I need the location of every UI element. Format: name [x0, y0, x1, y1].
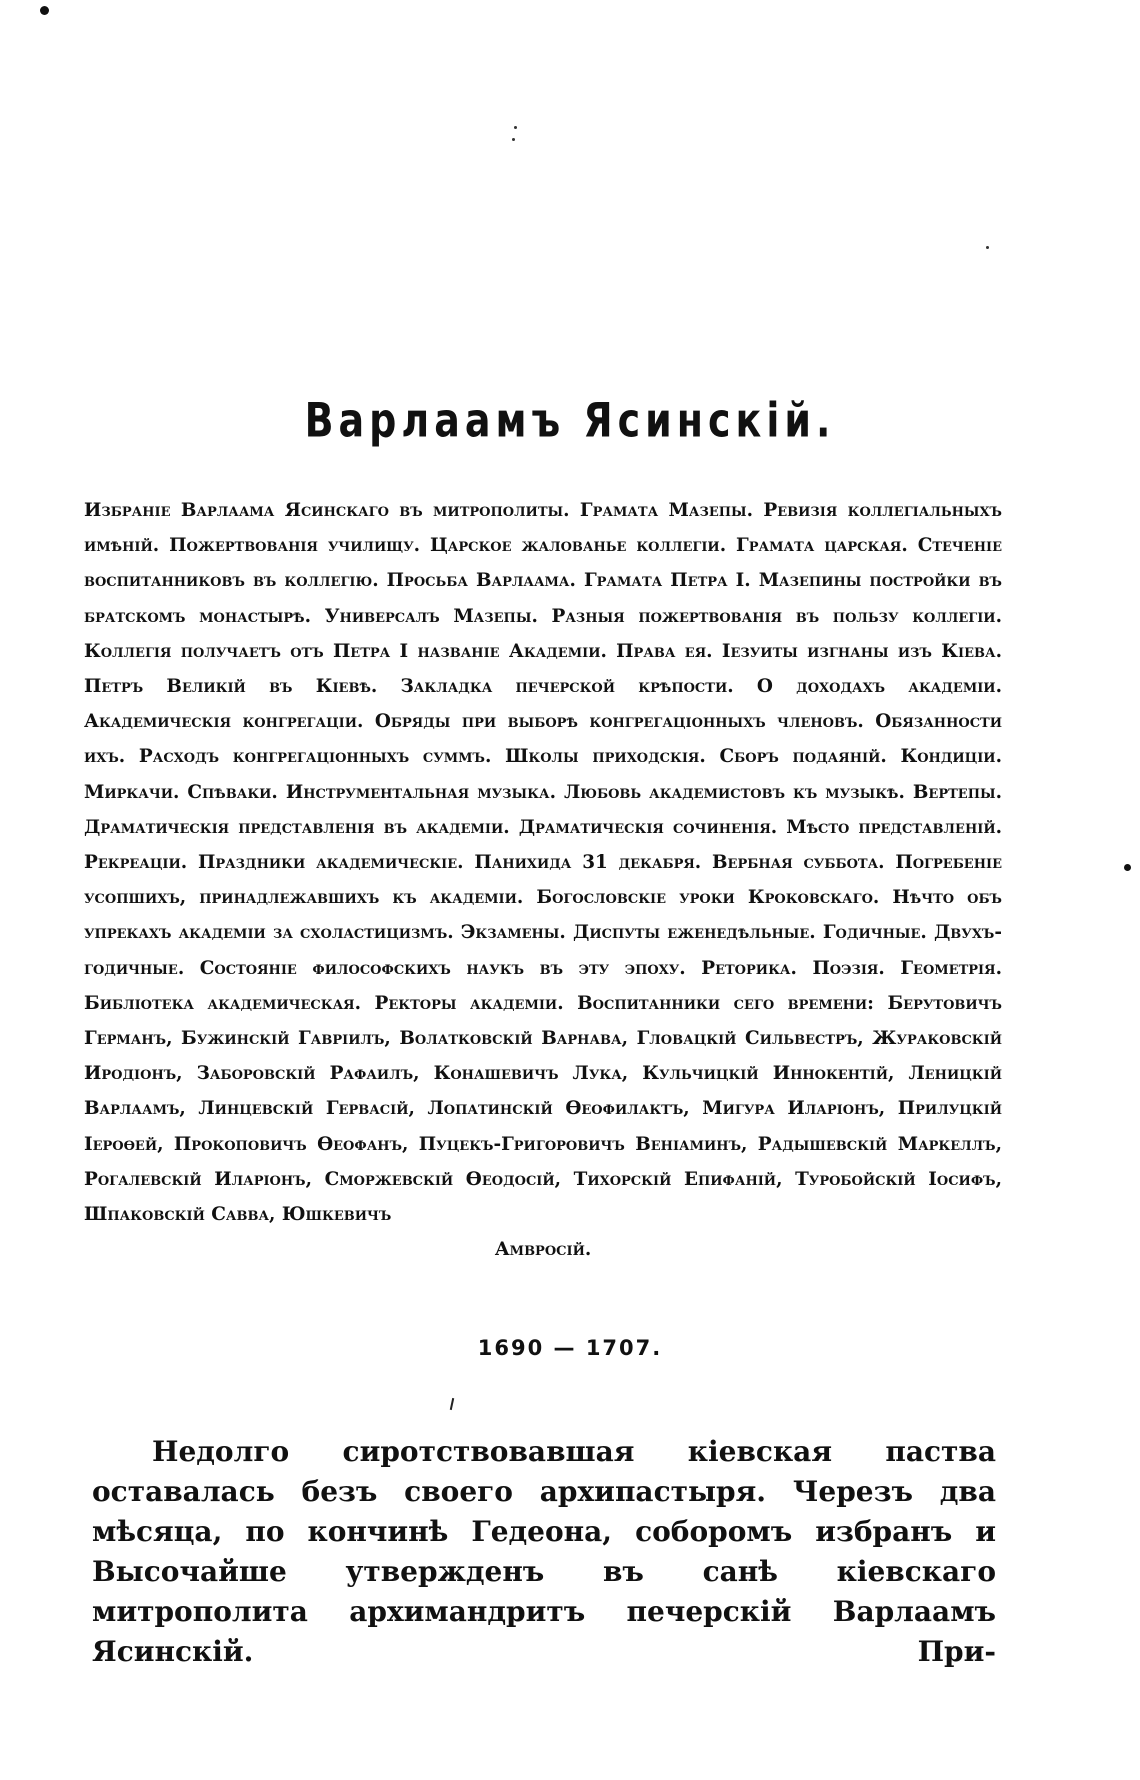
chapter-title: Варлаамъ Ясинскій.	[304, 392, 836, 448]
chapter-summary	[84, 493, 1002, 1267]
body-paragraph: Недолго сиротствовавшая кіевская паства оставалась безъ своего архипастыря. Черезъ два мѣсяца, по кончинѣ Гедеона, соборомъ избранъ и Высочайше утвержденъ въ санѣ кіевскаго митрополита архимандритъ печерскій Варлаамъ Ясинскій. При-	[92, 1435, 996, 1668]
summary-text: Избраніе Варлаама Ясинскаго въ митрополиты. Грамата Мазепы. Ревизія коллегіальныхъ имѣній. Пожертвованія училищу. Царское жалованье коллегіи. Грамата царская. Стеченіе воспитанниковъ въ коллегію. Просьба Варлаама. Грамата Петра I. Мазепины постройки въ братскомъ монастырѣ. Универсалъ Мазепы. Разныя пожертвованія въ пользу коллегіи. Коллегія получаетъ отъ Петра I названіе Академіи. Права ея. Іезуиты изгнаны изъ Кіева. Петръ Великій въ Кіевѣ. Закладка печерской крѣпости. О доходахъ академіи. Академическія конгрегаціи. Обряды при выборѣ конгрегаціонныхъ членовъ. Обязанности ихъ. Расходъ конгрегаціонныхъ суммъ. Школы приходскія. Сборъ подаяній. Кондиціи. Миркачи. Спѣваки. Инструментальная музыка. Любовь академистовъ къ музыкѣ. Вертепы. Драматическія представленія въ академіи. Драматическія сочиненія. Мѣсто представленій. Рекреаціи. Праздники академическіе. Панихида 31 декабря. Вербная суббота. Погребеніе усопшихъ, принадлежавшихъ къ академіи. Богословскіе уроки Кроковскаго. Нѣчто объ упрекахъ академіи за схоластицизмъ. Экзамены. Диспуты еженедѣльные. Годичные. Двухъ-годичные. Состояніе философскихъ наукъ въ эту эпоху. Реторика. Поэзія. Геометрія. Библіотека академическая. Ректоры академіи. Воспитанники сего времени: Берутовичъ Германъ, Бужинскій Гавріилъ, Волатковскій Варнава, Гловацкій Сильвестръ, Жураковскій Иродіонъ, Заборовскій Рафаилъ, Конашевичъ Лука, Кульчицкій Иннокентій, Леницкій Варлаамъ, Линцевскій Гервасій, Лопатинскій Ѳеофилактъ, Мигура Иларіонъ, Прилуцкій Іероѳей, Прокоповичъ Ѳеофанъ, Пуцекъ-Григоровичъ Веніаминъ, Радышевскій Маркеллъ, Рогалевскій Иларіонъ, Сморжевскій Ѳеодосій, Тихорскій Епифаній, Туробойскій Іосифъ, Шпаковскій Савва, Юшкевичъ	[84, 500, 1002, 1226]
margin-bullet	[1124, 864, 1131, 871]
speck	[986, 246, 989, 249]
speck-mark	[450, 1398, 454, 1410]
speck	[512, 138, 515, 141]
summary-last-line: Амвросій.	[494, 1239, 592, 1261]
date-range: 1690 — 1707.	[477, 1336, 663, 1360]
speck	[514, 126, 517, 129]
corner-bullet	[40, 6, 49, 15]
